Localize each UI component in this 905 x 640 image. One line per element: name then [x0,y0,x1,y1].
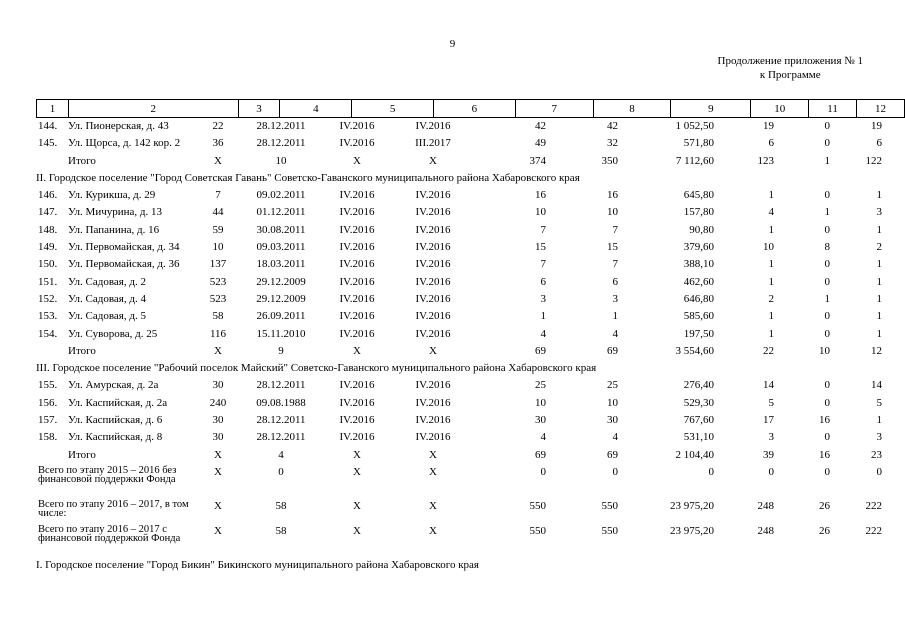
table-cell: 523 [209,292,227,305]
stage-total-label: Всего по этапу 2016 – 2017 с финансовой поддержкой Фонда [38,523,181,544]
table-row [36,328,886,345]
row-number: 146. [38,189,58,202]
table-cell: X [429,344,437,357]
table-cell: X [429,524,437,537]
table-row [36,120,886,137]
table-cell: 25 [607,379,618,392]
table-cell: III.2017 [415,137,451,150]
table-cell: X [353,344,361,357]
table-cell: 248 [757,524,774,537]
table-cell: 0 [278,465,284,478]
table-cell: 1 [876,292,882,305]
row-number: 156. [38,396,58,409]
table-cell: 0 [612,465,618,478]
table-cell: IV.2016 [339,396,375,409]
address-cell: Ул. Садовая, д. 2 [68,275,146,288]
table-cell: 0 [824,189,830,202]
table-cell: 12 [871,344,882,357]
table-cell: 0 [708,465,714,478]
row-number: 145. [38,137,58,150]
table-cell: 26.09.2011 [256,310,306,323]
header-col-7: 7 [515,100,593,118]
table-cell: 0 [824,431,830,444]
table-cell: 3 [540,292,546,305]
table-cell: 1 [768,258,774,271]
section-heading: II. Городское поселение "Город Советская Гавань" Советско-Гаванского муниципального района Хабаровского края [36,171,580,184]
table-cell: 10 [535,396,546,409]
table-cell: 550 [601,524,618,537]
header-col-8: 8 [593,100,671,118]
table-cell: 116 [209,327,227,340]
table-cell: 39 [763,448,774,461]
table-row [36,224,886,241]
table-row [36,293,886,310]
table-cell: IV.2016 [415,310,451,323]
address-cell: Ул. Суворова, д. 25 [68,327,158,340]
table-cell: X [214,154,222,167]
table-cell: 26 [819,499,830,512]
table-cell: 388,10 [683,258,714,271]
subtotal-row [36,155,886,172]
section-heading: III. Городское поселение "Рабочий поселок Майский" Советско-Гаванского муниципального района Хабаровского края [36,362,597,375]
table-cell: 14 [871,379,882,392]
table-cell: 19 [763,120,774,132]
table-cell: IV.2016 [415,275,451,288]
table-cell: 0 [824,137,830,150]
table-cell: 30 [607,414,618,427]
address-cell: Ул. Амурская, д. 2а [68,379,159,392]
table-cell: 4 [540,431,546,444]
table-cell: 1 [876,275,882,288]
address-cell: Итого [68,448,96,461]
table-cell: 15 [607,241,618,254]
address-cell: Итого [68,344,96,357]
table-row [36,414,886,431]
table-cell: 28.12.2011 [256,379,306,392]
table-cell: 30.08.2011 [256,223,306,236]
address-cell: Ул. Садовая, д. 5 [68,310,146,323]
table-cell: 23 975,20 [670,524,714,537]
table-cell: IV.2016 [415,120,451,132]
table-row [36,431,886,448]
table-cell: IV.2016 [415,292,451,305]
row-number [36,345,68,362]
table-cell: X [353,499,361,512]
table-cell: 69 [535,344,546,357]
table-cell: 23 [871,448,882,461]
table-cell: 1 [876,189,882,202]
table-cell: 09.02.2011 [256,189,306,202]
table-cell: 10 [763,241,774,254]
table-cell: 6 [612,275,618,288]
header-col-9: 9 [671,100,751,118]
table-cell: 374 [529,154,546,167]
table-cell: IV.2016 [339,223,375,236]
table-cell: IV.2016 [415,258,451,271]
table-cell: 0 [824,258,830,271]
address-cell: Ул. Папанина, д. 16 [68,223,160,236]
table-cell: 222 [865,524,882,537]
table-cell: 1 [768,223,774,236]
table-cell: 550 [529,524,546,537]
address-cell: Ул. Щорса, д. 142 кор. 2 [68,137,181,150]
table-cell: 1 [768,275,774,288]
table-cell: 379,60 [683,241,714,254]
table-cell: 15 [535,241,546,254]
table-cell: IV.2016 [339,310,375,323]
table-cell: IV.2016 [339,258,375,271]
page-number: 9 [449,38,456,50]
table-cell: 1 052,50 [675,120,714,132]
table-cell: 36 [212,137,224,150]
table-cell: 19 [871,120,882,132]
table-cell: IV.2016 [415,396,451,409]
table-cell: X [214,499,222,512]
table-cell: 44 [212,206,224,219]
table-cell: 585,60 [683,310,714,323]
table-cell: 122 [865,154,882,167]
table-cell: 1 [768,189,774,202]
table-cell: 197,50 [683,327,714,340]
table-cell: 523 [209,275,227,288]
table-cell: 3 [876,431,882,444]
table-cell: 222 [865,499,882,512]
table-cell: 7 [215,189,221,202]
table-cell: 30 [212,379,224,392]
table-cell: IV.2016 [339,241,375,254]
table-cell: 0 [824,327,830,340]
table-cell: 1 [876,310,882,323]
table-cell: 550 [529,499,546,512]
table-cell: 16 [535,189,546,202]
table-cell: 10 [607,206,618,219]
row-number: 151. [38,275,58,288]
table-cell: 28.12.2011 [256,431,306,444]
table-cell: 3 [612,292,618,305]
table-row [36,241,886,258]
address-cell: Ул. Курикша, д. 29 [68,189,156,202]
address-cell: Ул. Каспийская, д. 2а [68,396,168,409]
address-cell: Ул. Первомайская, д. 34 [68,241,180,254]
table-cell: 8 [824,241,830,254]
table-cell: 16 [607,189,618,202]
address-cell: Ул. Первомайская, д. 36 [68,258,180,271]
stage-total-label: Всего по этапу 2015 – 2016 без финансовой поддержки Фонда [38,464,177,485]
table-cell: 0 [540,465,546,478]
table-cell: 2 [876,241,882,254]
table-cell: 137 [209,258,227,271]
table-cell: 7 [540,223,546,236]
row-number: 144. [38,120,58,132]
table-cell: 29.12.2009 [256,275,306,288]
table-cell: 42 [607,120,618,132]
table-cell: 276,40 [683,379,714,392]
table-cell: 10 [535,206,546,219]
table-cell: 6 [768,137,774,150]
table-cell: 18.03.2011 [256,258,306,271]
table-cell: IV.2016 [415,414,451,427]
table-cell: X [214,448,222,461]
table-cell: 529,30 [683,396,714,409]
table-cell: X [429,448,437,461]
table-cell: 0 [824,465,830,478]
table-cell: 23 975,20 [670,499,714,512]
table-cell: 4 [540,327,546,340]
continuation-line-1: Продолжение приложения № 1 [717,55,863,67]
table-cell: 49 [535,137,546,150]
table-row [36,310,886,327]
table-cell: 0 [824,120,830,132]
table-cell: 240 [209,396,227,409]
table-row [36,189,886,206]
section-heading: I. Городское поселение "Город Бикин" Бикинского муниципального района Хабаровского края [36,558,479,571]
header-col-2: 2 [68,100,238,118]
address-cell: Итого [68,154,96,167]
row-number: 147. [38,206,58,219]
table-cell: 22 [763,344,774,357]
table-cell: 15.11.2010 [256,327,306,340]
row-number: 150. [38,258,58,271]
row-number: 148. [38,223,58,236]
table-row [36,379,886,396]
table-cell: 10 [212,241,224,254]
stage-total-label: Всего по этапу 2016 – 2017, в том числе: [38,498,189,519]
table-cell: 531,10 [683,431,714,444]
table-cell: 550 [601,499,618,512]
table-cell: 30 [212,431,224,444]
table-cell: IV.2016 [339,292,375,305]
stage-total-row [36,500,886,525]
table-cell: X [214,344,222,357]
stage-total-row [36,525,886,559]
header-col-11: 11 [809,100,857,118]
address-cell: Ул. Каспийская, д. 6 [68,414,163,427]
row-number: 153. [38,310,58,323]
table-cell: IV.2016 [415,189,451,202]
address-cell: Ул. Каспийская, д. 8 [68,431,163,444]
table-cell: IV.2016 [415,379,451,392]
table-cell: 571,80 [683,137,714,150]
header-col-4: 4 [280,100,352,118]
table-cell: 17 [763,414,774,427]
section-heading-row [36,172,886,189]
table-cell: 1 [876,223,882,236]
header-col-10: 10 [751,100,809,118]
table-cell: 0 [824,275,830,288]
table-cell: X [353,524,361,537]
table-cell: 248 [757,499,774,512]
table-cell: 1 [612,310,618,323]
table-cell: IV.2016 [339,431,375,444]
table-cell: 0 [824,223,830,236]
table-cell: 767,60 [683,414,714,427]
table-cell: 462,60 [683,275,714,288]
table-cell: 1 [768,310,774,323]
table-cell: X [429,465,437,478]
table-cell: IV.2016 [415,206,451,219]
table-cell: 28.12.2011 [256,137,306,150]
table-cell: X [353,448,361,461]
table-cell: IV.2016 [339,137,375,150]
table-cell: 0 [824,310,830,323]
table-row [36,206,886,223]
table-cell: 0 [876,465,882,478]
table-cell: 16 [819,448,830,461]
table-cell: 7 [612,258,618,271]
table-cell: 1 [876,327,882,340]
row-number [36,449,68,466]
table-cell: IV.2016 [339,189,375,202]
table-cell: 69 [535,448,546,461]
table-cell: 123 [757,154,774,167]
table-cell: 5 [876,396,882,409]
section-heading-row [36,559,886,576]
table-cell: X [214,524,222,537]
table-cell: 3 [876,206,882,219]
table-cell: 30 [212,414,224,427]
apartment-buildings-table [36,120,886,576]
header-col-6: 6 [434,100,516,118]
table-cell: 16 [819,414,830,427]
table-cell: 0 [824,396,830,409]
table-cell: X [214,465,222,478]
table-cell: 28.12.2011 [256,414,306,427]
table-row [36,276,886,293]
table-cell: 6 [876,137,882,150]
table-cell: 3 [768,431,774,444]
table-cell: 1 [768,327,774,340]
table-cell: 28.12.2011 [256,120,306,132]
table-cell: 58 [275,499,287,512]
column-number-header [36,99,905,118]
table-cell: 1 [824,154,830,167]
table-cell: X [353,154,361,167]
table-cell: 32 [607,137,618,150]
table-cell: 59 [212,223,224,236]
table-cell: 1 [876,414,882,427]
row-number: 149. [38,241,58,254]
table-cell: 5 [768,396,774,409]
table-cell: 7 112,60 [675,154,714,167]
address-cell: Ул. Садовая, д. 4 [68,292,146,305]
row-number [36,155,68,172]
table-cell: 4 [278,448,284,461]
section-heading-row [36,362,886,379]
table-cell: 6 [540,275,546,288]
table-cell: 1 [540,310,546,323]
table-cell: IV.2016 [339,327,375,340]
header-col-12: 12 [857,100,905,118]
table-cell: IV.2016 [339,379,375,392]
table-cell: 2 [768,292,774,305]
row-number: 154. [38,327,58,340]
table-cell: 25 [535,379,546,392]
table-cell: 10 [819,344,830,357]
table-cell: 0 [768,465,774,478]
table-cell: 42 [535,120,546,132]
table-cell: 2 104,40 [675,448,714,461]
address-cell: Ул. Мичурина, д. 13 [68,206,162,219]
table-cell: 29.12.2009 [256,292,306,305]
table-cell: 30 [535,414,546,427]
row-number: 158. [38,431,58,444]
table-cell: 10 [607,396,618,409]
table-cell: 69 [607,448,618,461]
table-cell: IV.2016 [339,414,375,427]
table-cell: 90,80 [689,223,714,236]
subtotal-row [36,345,886,362]
table-cell: 9 [278,344,284,357]
header-col-1: 1 [37,100,69,118]
table-cell: 09.03.2011 [256,241,306,254]
row-number: 155. [38,379,58,392]
table-cell: 01.12.2011 [256,206,306,219]
table-cell: 0 [824,379,830,392]
table-cell: 1 [824,206,830,219]
table-row [36,397,886,414]
table-cell: 7 [540,258,546,271]
table-cell: 7 [612,223,618,236]
table-cell: 157,80 [683,206,714,219]
table-cell: IV.2016 [415,241,451,254]
table-cell: 09.08.1988 [256,396,306,409]
table-cell: 646,80 [683,292,714,305]
table-cell: 22 [212,120,224,132]
table-cell: 645,80 [683,189,714,202]
table-cell: 4 [612,431,618,444]
table-cell: 14 [763,379,774,392]
table-cell: X [429,154,437,167]
table-cell: X [429,499,437,512]
table-row [36,137,886,154]
stage-total-row [36,466,886,500]
table-cell: 10 [275,154,287,167]
continuation-note [718,54,863,82]
table-row [36,258,886,275]
table-cell: X [353,465,361,478]
table-cell: 58 [275,524,287,537]
table-cell: IV.2016 [415,223,451,236]
table-cell: IV.2016 [415,327,451,340]
table-cell: 3 554,60 [675,344,714,357]
table-cell: 69 [607,344,618,357]
header-col-5: 5 [352,100,434,118]
table-cell: IV.2016 [339,275,375,288]
table-cell: 1 [824,292,830,305]
table-cell: IV.2016 [339,206,375,219]
table-cell: 4 [612,327,618,340]
table-cell: IV.2016 [339,120,375,132]
table-cell: 26 [819,524,830,537]
subtotal-row [36,449,886,466]
header-col-3: 3 [238,100,280,118]
row-number: 157. [38,414,58,427]
address-cell: Ул. Пионерская, д. 43 [68,120,169,132]
continuation-line-2: к Программе [759,69,821,81]
table-cell: IV.2016 [415,431,451,444]
row-number: 152. [38,292,58,305]
table-cell: 350 [601,154,618,167]
table-cell: 1 [876,258,882,271]
table-cell: 58 [212,310,224,323]
table-cell: 4 [768,206,774,219]
